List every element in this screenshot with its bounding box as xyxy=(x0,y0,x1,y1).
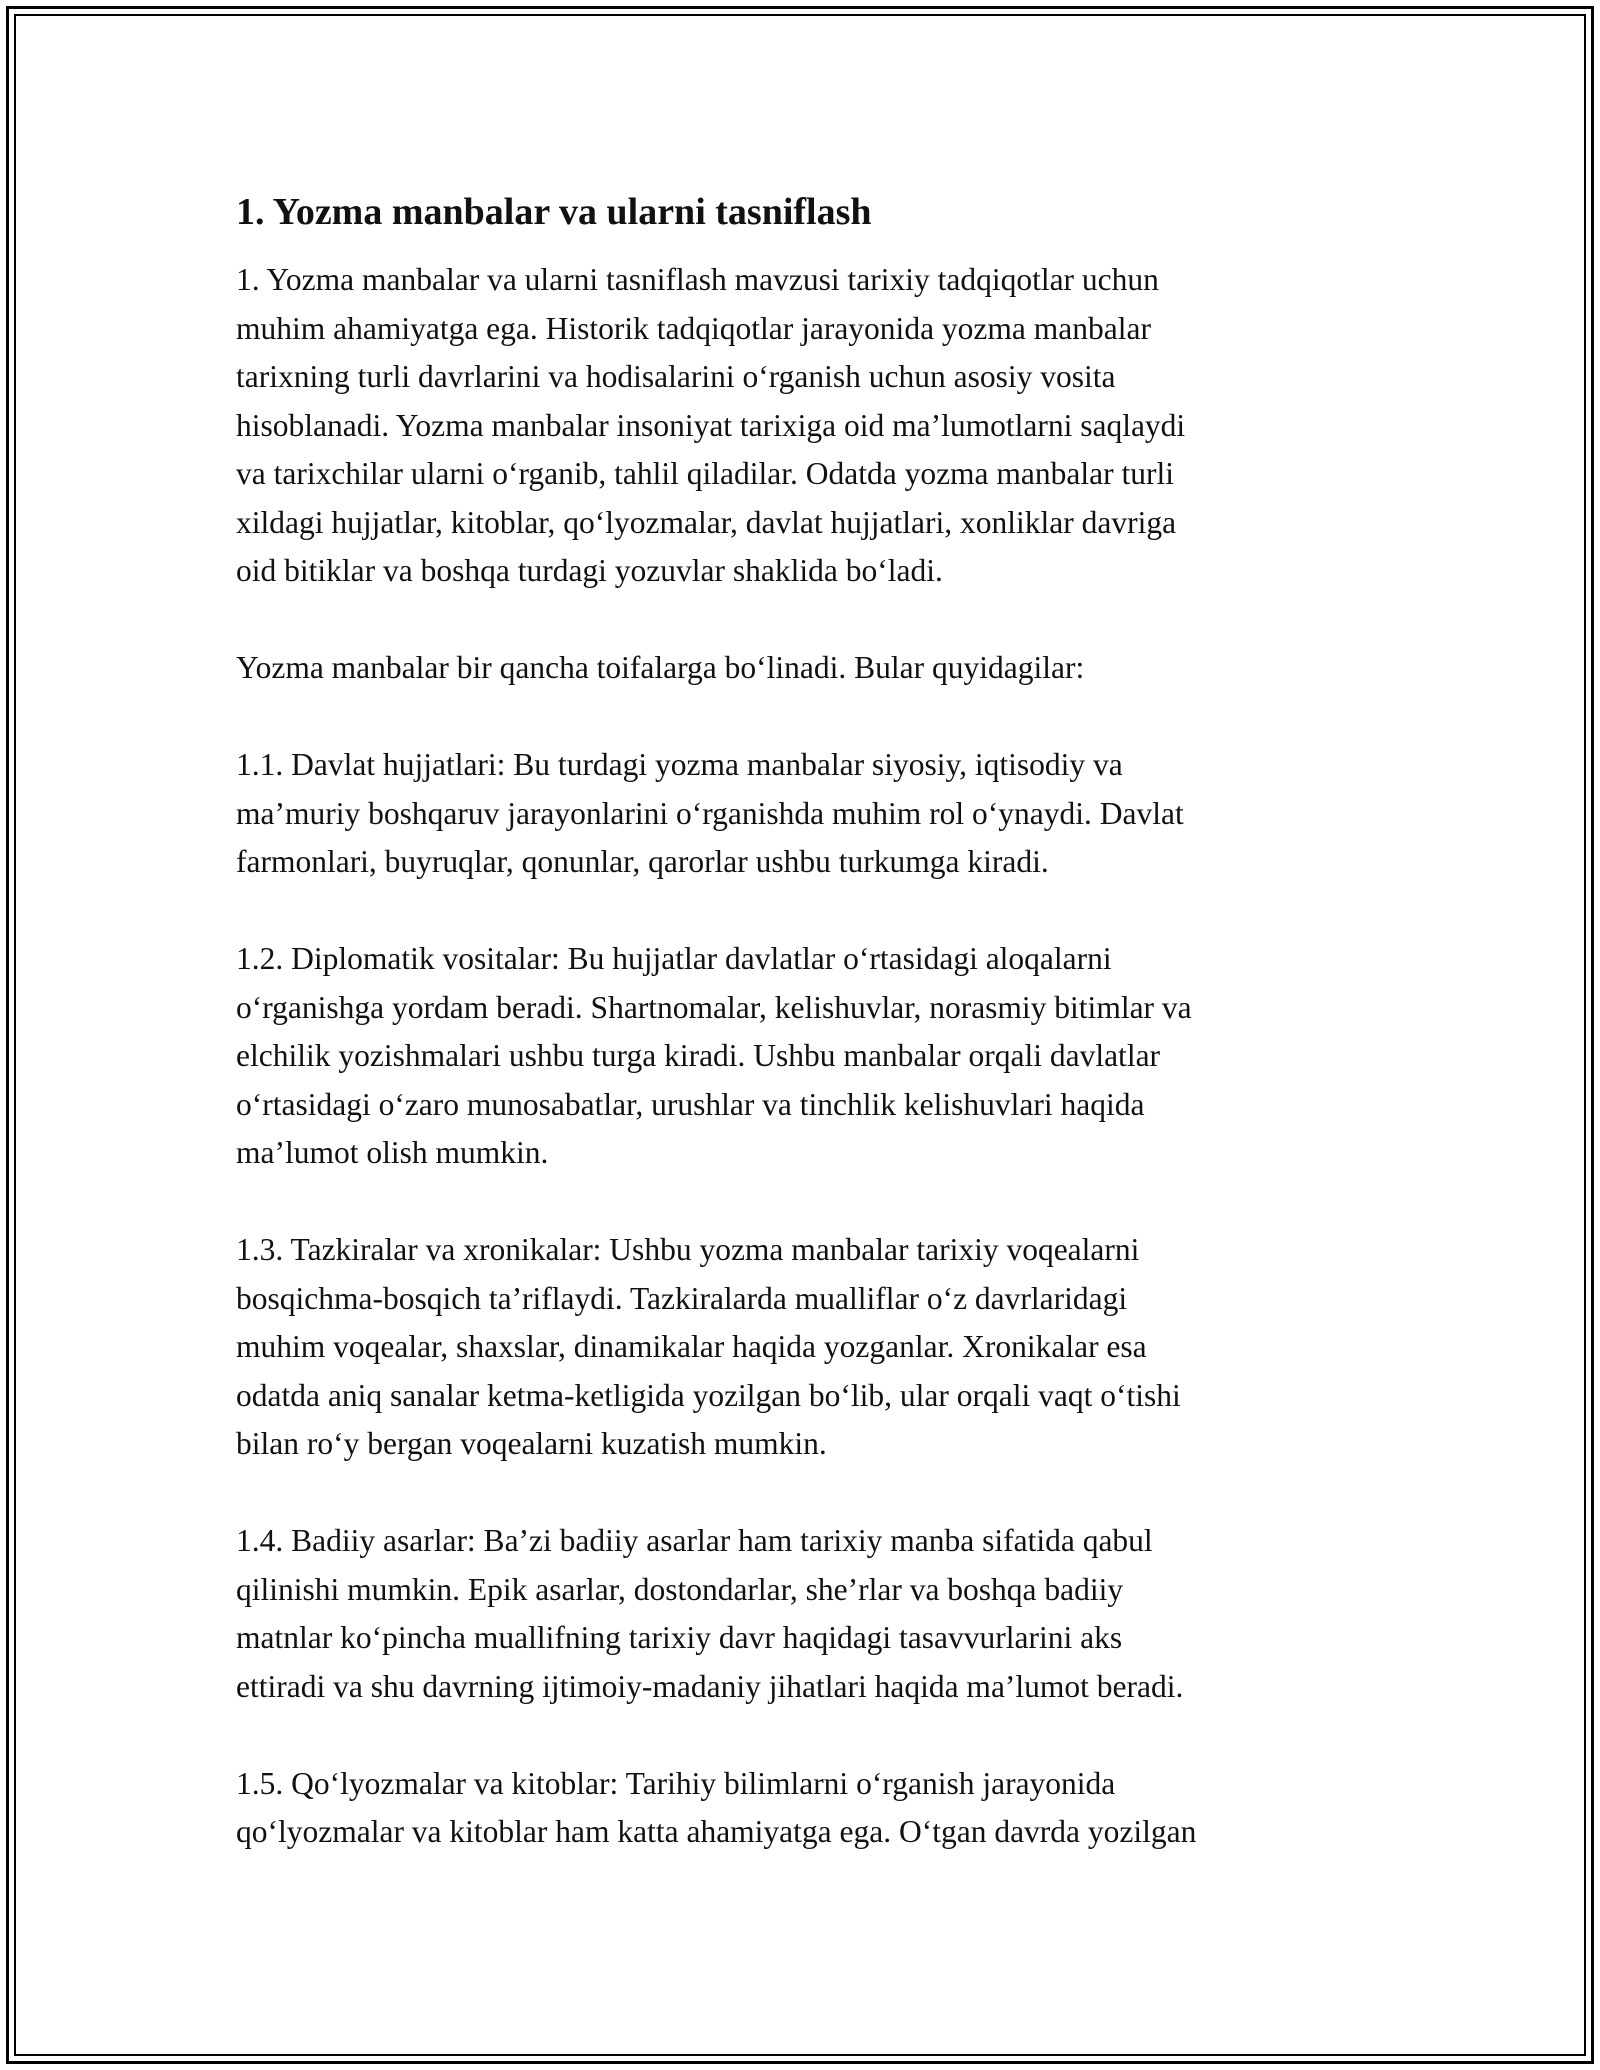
text-line: muhim ahamiyatga ega. Historik tadqiqotlar jarayonida yozma manbalar xyxy=(236,310,1151,346)
text-line: 1.5. Qo‘lyozmalar va kitoblar: Tarihiy bilimlarni o‘rganish jarayonida xyxy=(236,1765,1116,1801)
text-line: o‘rtasidagi o‘zaro munosabatlar, urushlar va tinchlik kelishuvlari haqida xyxy=(236,1086,1145,1122)
text-line: ma’muriy boshqaruv jarayonlarini o‘rganishda muhim rol o‘ynaydi. Davlat xyxy=(236,795,1184,831)
text-line: odatda aniq sanalar ketma-ketligida yozilgan bo‘lib, ular orqali vaqt o‘tishi xyxy=(236,1377,1181,1413)
text-line: Yozma manbalar bir qancha toifalarga bo‘linadi. Bular quyidagilar: xyxy=(236,650,1085,685)
text-line: elchilik yozishmalari ushbu turga kiradi. Ushbu manbalar orqali davlatlar xyxy=(236,1038,1161,1073)
paragraph-1-5 xyxy=(236,1760,1356,1857)
text-line: ma’lumot olish mumkin. xyxy=(236,1135,549,1170)
text-line: oid bitiklar va boshqa turdagi yozuvlar shaklida bo‘ladi. xyxy=(236,553,943,588)
text-line: matnlar ko‘pincha muallifning tarixiy davr haqidagi tasavvurlarini aks xyxy=(236,1620,1123,1655)
text-line: xildagi hujjatlar, kitoblar, qo‘lyozmalar, davlat hujjatlari, xonliklar davriga xyxy=(236,504,1177,540)
paragraph-intro xyxy=(236,256,1356,596)
text-line: qo‘lyozmalar va kitoblar ham katta ahamiyatga ega. O‘tgan davrda yozilgan xyxy=(236,1814,1197,1849)
paragraph-1-1 xyxy=(236,741,1356,887)
paragraph-1-4 xyxy=(236,1517,1356,1711)
text-line: 1. Yozma manbalar va ularni tasniflash mavzusi tarixiy tadqiqotlar uchun xyxy=(236,262,1159,297)
section-heading: 1. Yozma manbalar va ularni tasniflash xyxy=(236,191,872,233)
text-line: o‘rganishga yordam beradi. Shartnomalar, kelishuvlar, norasmiy bitimlar va xyxy=(236,989,1192,1025)
text-line: hisoblanadi. Yozma manbalar insoniyat tarixiga oid ma’lumotlarni saqlaydi xyxy=(236,407,1186,443)
text-line: qilinishi mumkin. Epik asarlar, dostondarlar, she’rlar va boshqa badiiy xyxy=(236,1571,1124,1607)
text-line: muhim voqealar, shaxslar, dinamikalar haqida yozganlar. Xronikalar esa xyxy=(236,1329,1147,1364)
text-line: tarixning turli davrlarini va hodisalarini o‘rganish uchun asosiy vosita xyxy=(236,359,1116,394)
text-line: ettiradi va shu davrning ijtimoiy-madaniy jihatlari haqida ma’lumot beradi. xyxy=(236,1668,1184,1704)
text-line: 1.2. Diplomatik vositalar: Bu hujjatlar davlatlar o‘rtasidagi aloqalarni xyxy=(236,941,1112,976)
text-line: va tarixchilar ularni o‘rganib, tahlil qiladilar. Odatda yozma manbalar turli xyxy=(236,456,1174,491)
text-line: bosqichma-bosqich ta’riflaydi. Tazkiralarda mualliflar o‘z davrlaridagi xyxy=(236,1280,1128,1316)
text-line: bilan ro‘y bergan voqealarni kuzatish mumkin. xyxy=(236,1426,827,1461)
paragraph-1-2 xyxy=(236,935,1356,1178)
document-body xyxy=(236,186,1356,1905)
text-line: 1.1. Davlat hujjatlari: Bu turdagi yozma manbalar siyosiy, iqtisodiy va xyxy=(236,747,1123,782)
paragraph-categories xyxy=(236,644,1356,693)
text-line: 1.3. Tazkiralar va xronikalar: Ushbu yozma manbalar tarixiy voqealarni xyxy=(236,1232,1140,1267)
text-line: 1.4. Badiiy asarlar: Ba’zi badiiy asarlar ham tarixiy manba sifatida qabul xyxy=(236,1523,1153,1558)
text-line: farmonlari, buyruqlar, qonunlar, qarorlar ushbu turkumga kiradi. xyxy=(236,844,1049,879)
paragraph-1-3 xyxy=(236,1226,1356,1469)
